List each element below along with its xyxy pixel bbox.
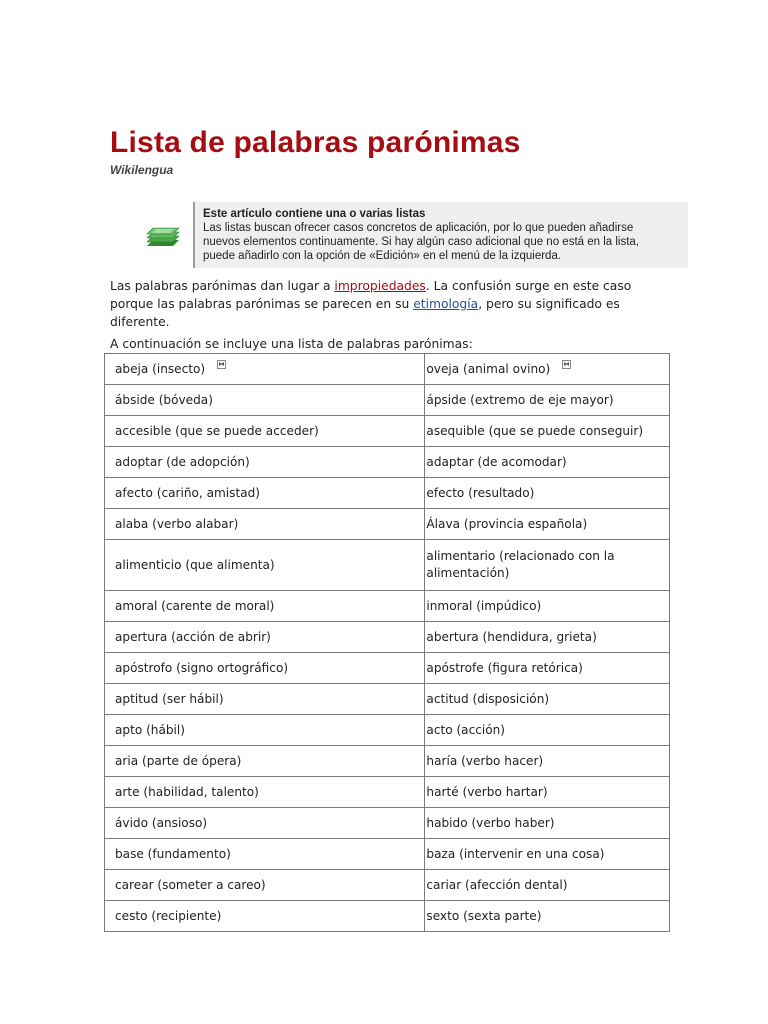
cell-word: apertura (acción de abrir) bbox=[105, 622, 425, 653]
cell-paronym: apóstrofe (figura retórica) bbox=[425, 653, 670, 684]
cell-paronym: sexto (sexta parte) bbox=[425, 901, 670, 932]
impropiedades-link[interactable]: impropiedades bbox=[334, 279, 426, 293]
cell-word: cesto (recipiente) bbox=[105, 901, 425, 932]
cell-paronym: actitud (disposición) bbox=[425, 684, 670, 715]
sort-icon[interactable] bbox=[217, 360, 226, 369]
page-title: Lista de palabras parónimas bbox=[110, 126, 521, 159]
table-row bbox=[105, 808, 670, 839]
cell-paronym: baza (intervenir en una cosa) bbox=[425, 839, 670, 870]
cell-paronym: ápside (extremo de eje mayor) bbox=[425, 385, 670, 416]
intro-list-caption: A continuación se incluye una lista de palabras parónimas: bbox=[110, 337, 473, 351]
table-row bbox=[105, 901, 670, 932]
cell-paronym: acto (acción) bbox=[425, 715, 670, 746]
cell-paronym: cariar (afección dental) bbox=[425, 870, 670, 901]
notice-text: Las listas buscan ofrecer casos concretos de aplicación, por lo que pueden añadirse nuevos elementos continuamente. Si hay algún caso adicional que no está en la lista, puede añadirlo con la opción de «Edición» en el menú de la izquierda. bbox=[203, 222, 640, 262]
cell-paronym: inmoral (impúdico) bbox=[425, 591, 670, 622]
cell-word: apto (hábil) bbox=[105, 715, 425, 746]
cell-word: accesible (que se puede acceder) bbox=[105, 416, 425, 447]
cell-paronym: asequible (que se puede conseguir) bbox=[425, 416, 670, 447]
cell-paronym: adaptar (de acomodar) bbox=[425, 447, 670, 478]
table-row bbox=[105, 478, 670, 509]
intro-paragraph bbox=[110, 277, 650, 331]
table-row bbox=[105, 746, 670, 777]
table-row bbox=[105, 870, 670, 901]
list-notice-box bbox=[193, 202, 688, 268]
list-stack-icon bbox=[143, 222, 181, 252]
cell-paronym: haría (verbo hacer) bbox=[425, 746, 670, 777]
table-row bbox=[105, 540, 670, 591]
cell-word: alimenticio (que alimenta) bbox=[105, 540, 425, 591]
cell-paronym: alimentario (relacionado con la alimentación) bbox=[425, 540, 670, 591]
intro-text-2: . La confusión surge en este caso porque las palabras parónimas se parecen en su bbox=[110, 279, 632, 311]
table-row bbox=[105, 509, 670, 540]
table-header-row bbox=[105, 354, 670, 385]
cell-word: base (fundamento) bbox=[105, 839, 425, 870]
cell-word: aria (parte de ópera) bbox=[105, 746, 425, 777]
cell-word: adoptar (de adopción) bbox=[105, 447, 425, 478]
header-cell-2[interactable]: oveja (animal ovino) bbox=[425, 354, 670, 385]
header-cell-1[interactable]: abeja (insecto) bbox=[105, 354, 425, 385]
table-row bbox=[105, 777, 670, 808]
source-label: Wikilengua bbox=[110, 163, 174, 177]
table-row bbox=[105, 653, 670, 684]
table-row bbox=[105, 447, 670, 478]
intro-text-3: , pero su significado es diferente. bbox=[110, 297, 620, 329]
cell-word: apóstrofo (signo ortográfico) bbox=[105, 653, 425, 684]
cell-word: ábside (bóveda) bbox=[105, 385, 425, 416]
cell-paronym: habido (verbo haber) bbox=[425, 808, 670, 839]
table-row bbox=[105, 416, 670, 447]
cell-word: aptitud (ser hábil) bbox=[105, 684, 425, 715]
etimologia-link[interactable]: etimología bbox=[413, 297, 479, 311]
table-row bbox=[105, 839, 670, 870]
cell-word: carear (someter a careo) bbox=[105, 870, 425, 901]
cell-paronym: harté (verbo hartar) bbox=[425, 777, 670, 808]
cell-word: ávido (ansioso) bbox=[105, 808, 425, 839]
sort-icon[interactable] bbox=[562, 360, 571, 369]
cell-word: afecto (cariño, amistad) bbox=[105, 478, 425, 509]
cell-paronym: efecto (resultado) bbox=[425, 478, 670, 509]
table-row bbox=[105, 715, 670, 746]
table-row bbox=[105, 385, 670, 416]
table-row bbox=[105, 684, 670, 715]
notice-title: Este artículo contiene una o varias listas bbox=[203, 208, 426, 220]
cell-word: amoral (carente de moral) bbox=[105, 591, 425, 622]
table-row bbox=[105, 622, 670, 653]
cell-word: alaba (verbo alabar) bbox=[105, 509, 425, 540]
cell-word: arte (habilidad, talento) bbox=[105, 777, 425, 808]
intro-text-1: Las palabras parónimas dan lugar a bbox=[110, 279, 335, 293]
paronyms-table bbox=[104, 353, 670, 932]
cell-paronym: abertura (hendidura, grieta) bbox=[425, 622, 670, 653]
cell-paronym: Álava (provincia española) bbox=[425, 509, 670, 540]
table-row bbox=[105, 591, 670, 622]
